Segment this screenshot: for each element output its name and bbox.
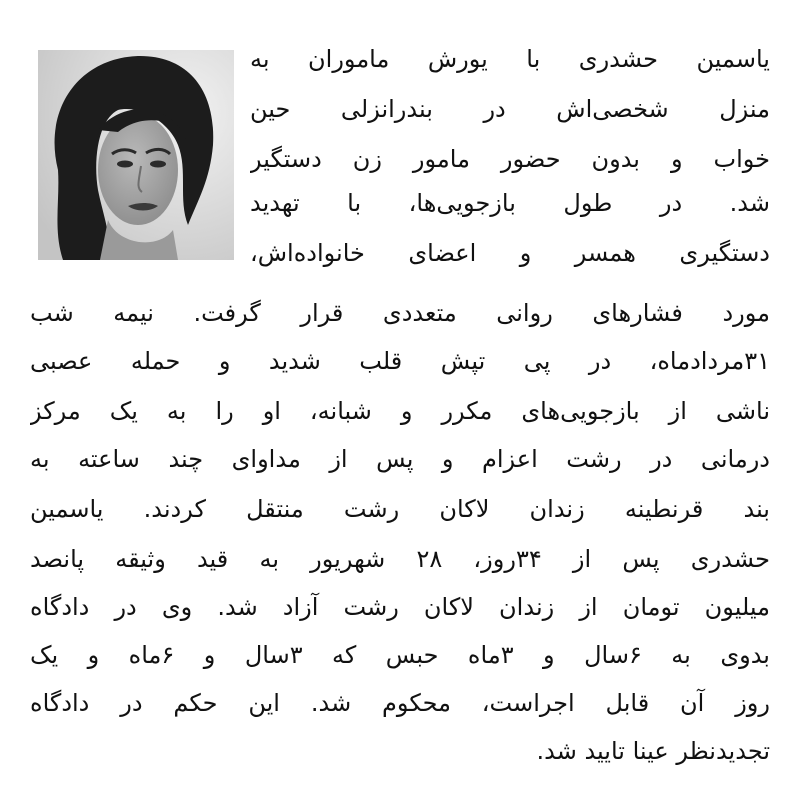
text-line: میلیون تومان از زندان لاکان رشت آزاد شد. وی در دادگاه bbox=[30, 593, 770, 621]
text-line: ۳۱مردادماه، در پی تپش قلب شدید و حمله عصبی bbox=[30, 347, 770, 375]
portrait-photo bbox=[38, 50, 234, 260]
text-line: شد. در طول بازجویی‌ها، با تهدید bbox=[250, 189, 770, 217]
text-line: مورد فشارهای روانی متعددی قرار گرفت. نیمه شب bbox=[30, 299, 770, 327]
text-line: خواب و بدون حضور مامور زن دستگیر bbox=[250, 145, 770, 173]
text-line: ناشی از بازجویی‌های مکرر و شبانه، او را به یک مرکز bbox=[30, 397, 770, 425]
text-line: روز آن قابل اجراست، محکوم شد. این حکم در دادگاه bbox=[30, 689, 770, 717]
text-line: دستگیری همسر و اعضای خانواده‌اش، bbox=[250, 239, 770, 267]
text-line: بدوی به ۶سال و ۳ماه حبس که ۳سال و ۶ماه و یک bbox=[30, 641, 770, 669]
text-line: حشدری پس از ۳۴روز، ۲۸ شهریور به قید وثیقه پانصد bbox=[30, 545, 770, 573]
text-line: تجدیدنظر عینا تایید شد. bbox=[536, 737, 770, 765]
text-line: درمانی در رشت اعزام و پس از مداوای چند ساعته به bbox=[30, 445, 770, 473]
text-line: بند قرنطینه زندان لاکان رشت منتقل کردند. یاسمین bbox=[30, 495, 770, 523]
portrait-image bbox=[38, 50, 234, 260]
text-line: منزل شخصی‌اش در بندرانزلی حین bbox=[250, 95, 770, 123]
text-line: یاسمین حشدری با یورش ماموران به bbox=[250, 45, 770, 73]
